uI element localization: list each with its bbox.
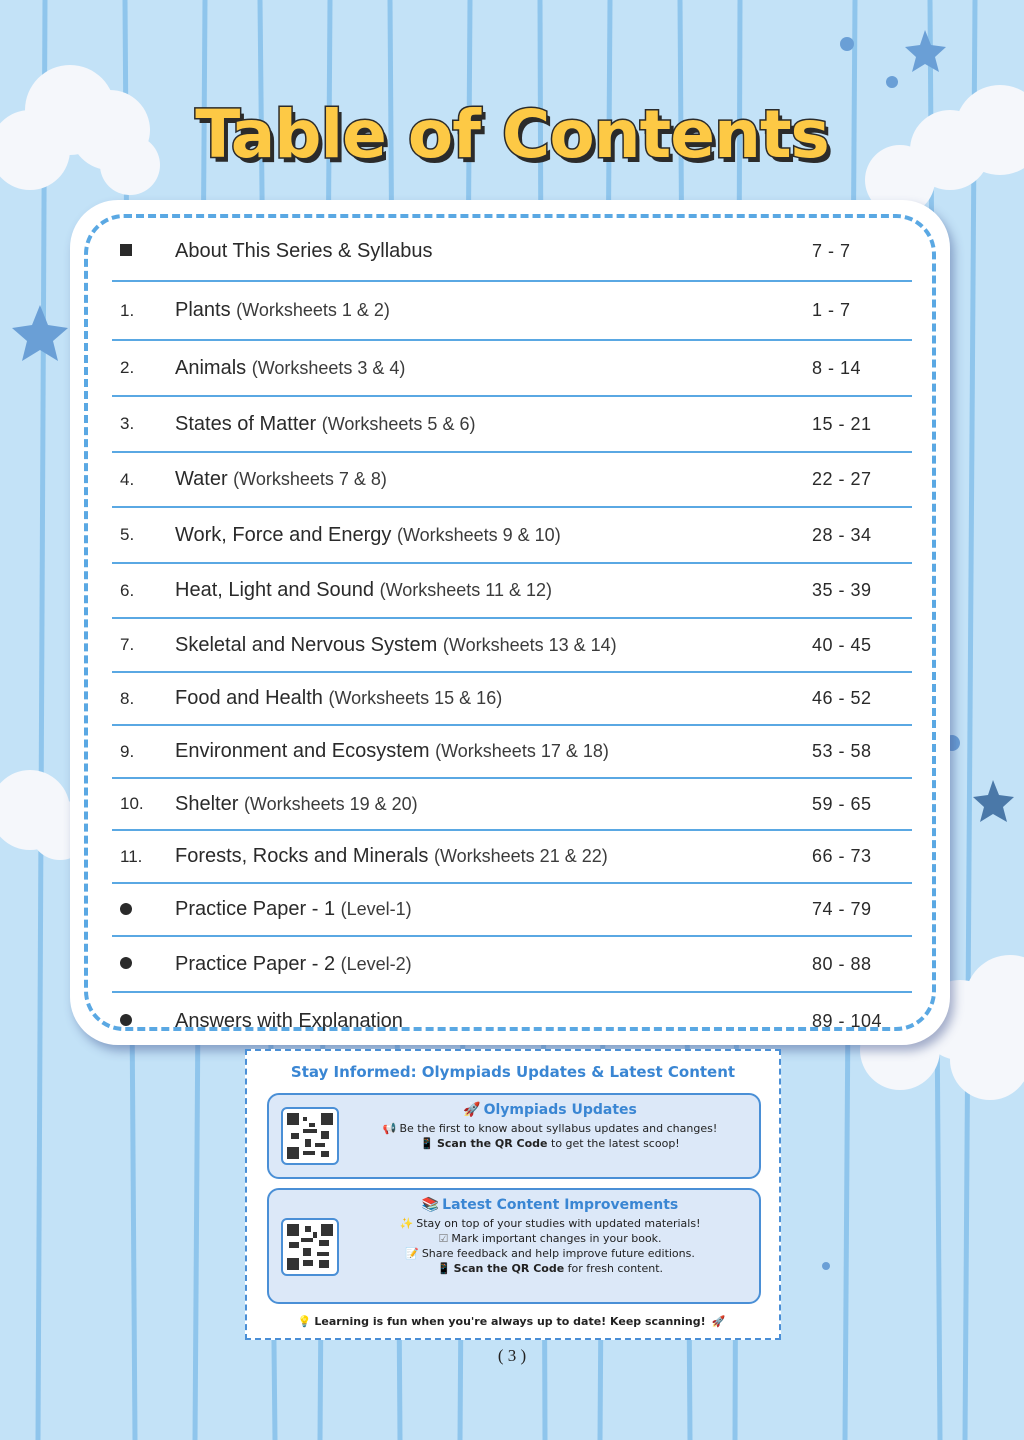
toc-row[interactable]	[112, 619, 912, 673]
toc-number: 9.	[120, 741, 135, 761]
toc-worksheets: (Worksheets 21 & 22)	[433, 846, 608, 866]
toc-number: 4.	[120, 469, 135, 489]
toc-worksheets: (Worksheets 15 & 16)	[328, 688, 503, 708]
toc-title: Shelter	[175, 792, 239, 815]
toc-title: Animals	[175, 356, 247, 379]
olympiads-updates-box	[267, 1093, 761, 1179]
qr-code-icon[interactable]	[281, 1218, 339, 1276]
toc-pages: 80 - 88	[812, 953, 872, 974]
box2-scan-rest: for fresh content.	[564, 1262, 664, 1275]
toc-row[interactable]	[112, 282, 912, 341]
toc-number: 10.	[120, 794, 144, 813]
toc-label	[175, 845, 812, 868]
toc-title: Environment and Ecosystem	[175, 740, 430, 762]
toc-worksheets: (Level-1)	[340, 899, 412, 919]
toc-row[interactable]	[112, 673, 912, 726]
toc-title: Practice Paper - 1	[175, 898, 336, 920]
updates-footer: Learning is fun when you're always up to date! Keep scanning!	[314, 1315, 706, 1328]
toc-pages: 53 - 58	[812, 741, 872, 761]
toc-number: 11.	[120, 846, 143, 866]
toc-list	[112, 222, 912, 1049]
toc-pages: 46 - 52	[812, 688, 872, 708]
toc-pages: 40 - 45	[812, 634, 872, 655]
toc-title: Work, Force and Energy	[175, 523, 392, 546]
toc-row[interactable]	[112, 564, 912, 619]
toc-marker	[112, 954, 175, 974]
toc-row[interactable]	[112, 508, 912, 564]
toc-worksheets: (Worksheets 17 & 18)	[435, 741, 609, 761]
toc-label	[175, 898, 812, 921]
toc-title: Plants	[175, 299, 231, 321]
olympiads-updates-title: Olympiads Updates	[483, 1102, 637, 1118]
toc-label	[175, 740, 812, 763]
toc-title: Answers with Explanation	[175, 1009, 403, 1032]
rocket-icon: 🚀	[463, 1102, 481, 1118]
toc-marker	[112, 1011, 175, 1031]
toc-title: Skeletal and Nervous System	[175, 633, 438, 656]
toc-label	[175, 357, 812, 380]
toc-row[interactable]	[112, 831, 912, 884]
toc-pages: 59 - 65	[812, 793, 872, 814]
box2-line1: Stay on top of your studies with updated materials!	[416, 1217, 701, 1230]
toc-number: 1.	[120, 300, 135, 320]
updates-panel	[245, 1049, 781, 1340]
toc-number: 3.	[120, 414, 135, 433]
phone-icon: 📱	[436, 1262, 451, 1275]
toc-row[interactable]	[112, 222, 912, 282]
toc-number: 6.	[120, 580, 135, 600]
toc-label	[175, 687, 812, 710]
toc-pages: 7 - 7	[812, 240, 851, 261]
toc-row[interactable]	[112, 779, 912, 831]
square-bullet-icon	[120, 244, 132, 256]
rocket-icon: 🚀	[711, 1315, 726, 1328]
toc-title: Water	[175, 468, 228, 490]
page-title: Table of Contents	[195, 96, 829, 173]
toc-label	[175, 468, 812, 491]
toc-label	[175, 793, 812, 816]
toc-worksheets: (Level-2)	[340, 953, 412, 974]
toc-marker	[112, 900, 175, 920]
toc-pages: 28 - 34	[812, 524, 872, 545]
toc-worksheets: (Worksheets 11 & 12)	[379, 580, 553, 600]
toc-number: 8.	[120, 688, 135, 708]
toc-label	[175, 579, 812, 602]
sparkles-icon: ✨	[399, 1217, 414, 1230]
toc-label	[175, 240, 812, 263]
box2-line2: Mark important changes in your book.	[451, 1232, 662, 1245]
box2-scan-bold: Scan the QR Code	[453, 1262, 565, 1275]
checkbox-icon: ☑	[438, 1232, 449, 1245]
bullet-icon	[120, 957, 132, 969]
toc-pages: 35 - 39	[812, 580, 872, 600]
toc-worksheets: (Worksheets 9 & 10)	[396, 524, 561, 545]
toc-row[interactable]	[112, 726, 912, 779]
toc-number: 7.	[120, 635, 135, 654]
toc-pages: 74 - 79	[812, 899, 872, 919]
page-number: ( 3 )	[497, 1346, 527, 1365]
toc-label	[175, 299, 812, 322]
toc-pages: 15 - 21	[812, 413, 872, 434]
toc-label	[175, 524, 812, 547]
toc-title: Practice Paper - 2	[175, 952, 336, 975]
updates-heading: Stay Informed: Olympiads Updates & Latest Content	[290, 1063, 736, 1081]
toc-label	[175, 634, 812, 657]
toc-pages: 8 - 14	[812, 357, 862, 378]
toc-worksheets: (Worksheets 7 & 8)	[233, 469, 387, 489]
latest-content-title: Latest Content Improvements	[442, 1197, 679, 1213]
toc-pages: 89 - 104	[812, 1010, 883, 1031]
toc-row[interactable]	[112, 937, 912, 993]
toc-pages: 66 - 73	[812, 846, 872, 866]
toc-row[interactable]	[112, 453, 912, 508]
toc-number: 2.	[120, 358, 135, 377]
memo-icon: 📝	[405, 1247, 419, 1260]
toc-title: Food and Health	[175, 687, 323, 709]
toc-marker	[112, 241, 175, 261]
toc-row[interactable]	[112, 341, 912, 397]
qr-code-icon[interactable]	[281, 1107, 339, 1165]
toc-label	[175, 953, 812, 976]
toc-pages: 1 - 7	[812, 300, 851, 320]
toc-row[interactable]	[112, 397, 912, 453]
toc-title: States of Matter	[175, 412, 317, 435]
box1-line1: Be the first to know about syllabus updates and changes!	[399, 1122, 718, 1135]
toc-title: Heat, Light and Sound	[175, 579, 375, 601]
box2-line3: Share feedback and help improve future editions.	[421, 1247, 695, 1260]
bullet-icon	[120, 903, 132, 915]
toc-title: Forests, Rocks and Minerals	[175, 845, 429, 867]
toc-number: 5.	[120, 525, 135, 544]
toc-row[interactable]	[112, 884, 912, 937]
bullet-icon	[120, 1014, 132, 1026]
megaphone-icon: 📢	[382, 1122, 397, 1135]
toc-worksheets: (Worksheets 19 & 20)	[243, 793, 418, 814]
toc-pages: 22 - 27	[812, 469, 872, 489]
books-icon: 📚	[421, 1197, 440, 1213]
toc-worksheets: (Worksheets 5 & 6)	[321, 413, 476, 434]
toc-worksheets: (Worksheets 3 & 4)	[251, 357, 406, 378]
toc-title: About This Series & Syllabus	[175, 239, 433, 262]
lightbulb-icon: 💡	[297, 1315, 312, 1328]
box1-scan-bold: Scan the QR Code	[436, 1137, 548, 1150]
phone-icon: 📱	[420, 1137, 434, 1150]
latest-content-box	[267, 1188, 761, 1304]
toc-row[interactable]	[112, 993, 912, 1049]
toc-worksheets: (Worksheets 1 & 2)	[236, 300, 390, 320]
toc-worksheets: (Worksheets 13 & 14)	[442, 634, 617, 655]
toc-label	[175, 413, 812, 436]
box1-scan-rest: to get the latest scoop!	[547, 1137, 680, 1150]
toc-label	[175, 1010, 812, 1033]
